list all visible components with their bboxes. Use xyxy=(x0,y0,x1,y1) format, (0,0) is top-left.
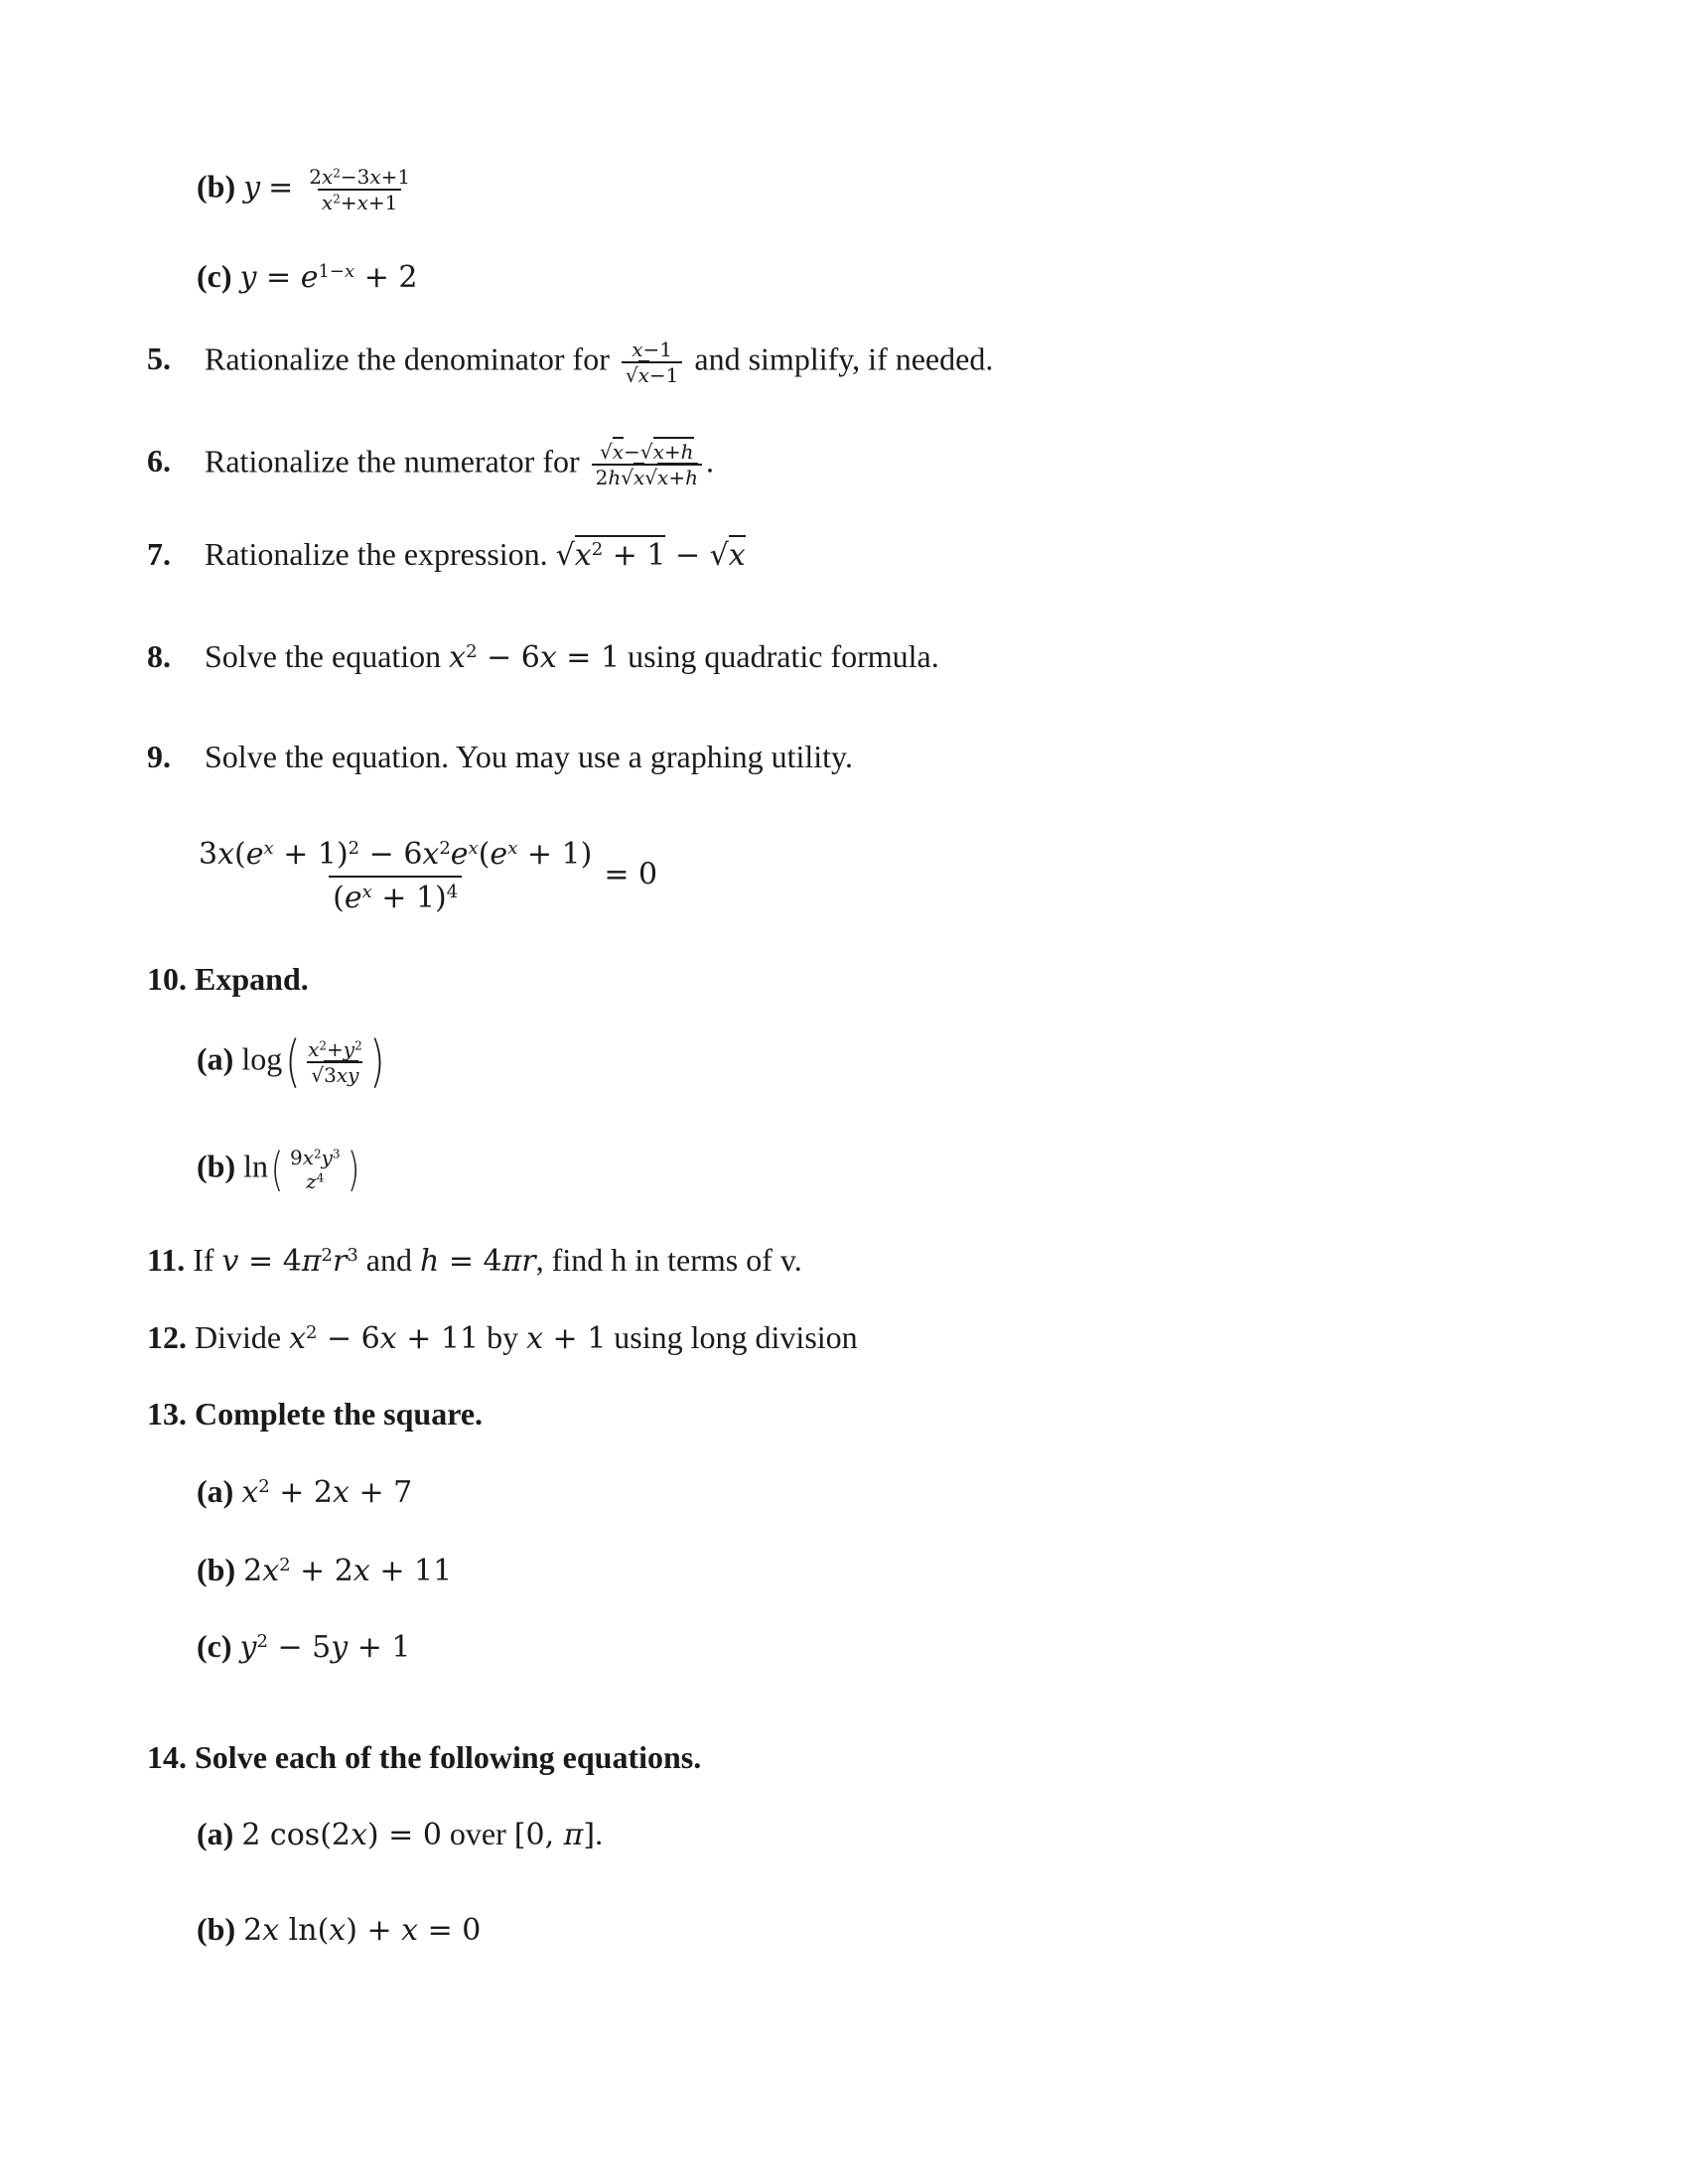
problem-12 xyxy=(147,1321,858,1354)
problem-13c xyxy=(197,1630,410,1663)
function-name: log xyxy=(241,1040,283,1077)
problem-14b xyxy=(197,1913,481,1946)
math-expression: ) xyxy=(347,1143,359,1196)
fraction: $\frac{2x^2-3x+1}{x^2+x+1}$ xyxy=(309,165,411,214)
math-expression: $√x^2 + 1 - √x$ xyxy=(556,535,746,573)
math-expression: ) xyxy=(368,1029,385,1094)
problem-5 xyxy=(147,340,993,385)
problem-text: and simplify, if needed. xyxy=(694,341,994,377)
part-label: (a) xyxy=(197,1473,234,1509)
part-label: (b) xyxy=(197,1552,236,1587)
problem-text: Solve the equation. You may use a graphing utility. xyxy=(205,739,853,774)
part-label: (b) xyxy=(197,1911,236,1947)
math-expression: $v = 4\pi^2r^3$ xyxy=(221,1244,358,1279)
problem-11 xyxy=(147,1244,802,1277)
math-expression: $y = e^{1-x} + 2$ xyxy=(239,260,418,295)
problem-text: If xyxy=(193,1242,214,1278)
problem-number: 9. xyxy=(147,739,171,774)
problem-number: 6. xyxy=(147,443,171,479)
fraction: $9x^2y^3$ $z^4$ xyxy=(289,1146,341,1193)
fraction: $\frac{3x(e^x + 1)^2 - 6x^2e^x(e^x + 1)}{(e^x + 1)^4}$ xyxy=(199,837,593,915)
fraction: $\frac{x-1}{√x-1}$ xyxy=(622,340,683,385)
problem-4c xyxy=(197,260,417,293)
part-label: (b) xyxy=(197,168,236,205)
problem-6: 6. Rationalize the numerator for $\frac{√x-√x+h}{2h√x√x+h}$ . xyxy=(147,442,714,487)
math-expression: $x^2 - 6x = 1$ xyxy=(449,640,621,675)
problem-14-heading: 14. Solve each of the following equations. xyxy=(147,1739,702,1775)
problem-8 xyxy=(147,640,939,673)
problem-text: Rationalize the denominator for xyxy=(205,341,610,377)
math-expression: ( xyxy=(270,1143,284,1196)
math-expression: y xyxy=(243,170,261,205)
math-expression: $2x^2 + 2x + 11$ xyxy=(243,1554,453,1588)
problem-number: 7. xyxy=(147,536,171,572)
math-expression: x + 1 xyxy=(526,1321,607,1356)
math-expression: [0, π] xyxy=(513,1818,596,1852)
math-expression: 2x ln(x) + x = 0 xyxy=(243,1913,482,1948)
math-expression: h = 4πr xyxy=(419,1244,536,1279)
math-expression: = 0 xyxy=(604,857,658,892)
part-label: (b) xyxy=(197,1148,236,1184)
problem-number: 11. xyxy=(147,1242,186,1278)
problem-7 xyxy=(147,538,746,571)
problem-number: 5. xyxy=(147,341,171,377)
problem-number: 12. xyxy=(147,1319,187,1355)
problem-text: , find h in terms of v. xyxy=(535,1242,802,1278)
part-label: (a) xyxy=(197,1040,234,1077)
problem-text: using quadratic formula. xyxy=(628,638,939,674)
problem-10-heading: 10. Expand. xyxy=(147,961,309,997)
problem-13-heading: 13. Complete the square. xyxy=(147,1396,484,1432)
part-label: (c) xyxy=(197,1628,232,1664)
problem-text: Rationalize the expression. xyxy=(205,536,548,572)
math-expression: 2 cos(2x) = 0 xyxy=(241,1818,442,1852)
problem-text: by xyxy=(487,1319,519,1355)
problem-10b xyxy=(197,1143,362,1196)
part-label: (c) xyxy=(197,258,232,294)
math-expression: = xyxy=(268,170,294,205)
problem-9-equation xyxy=(195,837,658,915)
problem-4b xyxy=(197,167,418,212)
part-label: (a) xyxy=(197,1816,234,1851)
fraction: $\frac{√x-√x+h}{2h√x√x+h}$ xyxy=(592,442,702,487)
problem-text: and xyxy=(365,1242,412,1278)
fraction: $\frac{x^2+y^2}{√3xy}$ xyxy=(308,1037,362,1087)
function-name: ln xyxy=(243,1148,268,1184)
problem-13b xyxy=(197,1554,452,1586)
problem-14a: (a) 2 cos(2x) = 0 over [0, π]. xyxy=(197,1816,604,1852)
math-expression: $y^2 - 5y + 1$ xyxy=(239,1630,411,1665)
problem-text: Solve the equation xyxy=(205,638,442,674)
problem-10a xyxy=(197,1029,388,1094)
math-expression: $x^2 + 2x + 7$ xyxy=(241,1475,413,1510)
problem-text: Rationalize the numerator for xyxy=(205,443,580,479)
problem-9 xyxy=(147,741,853,772)
math-expression: ( xyxy=(285,1029,301,1094)
problem-13a xyxy=(197,1475,412,1508)
math-expression: $x^2 - 6x + 11$ xyxy=(289,1321,480,1356)
problem-number: 8. xyxy=(147,638,171,674)
problem-text: using long division xyxy=(614,1319,858,1355)
problem-text: Divide xyxy=(195,1319,282,1355)
problem-text: over xyxy=(449,1816,506,1851)
